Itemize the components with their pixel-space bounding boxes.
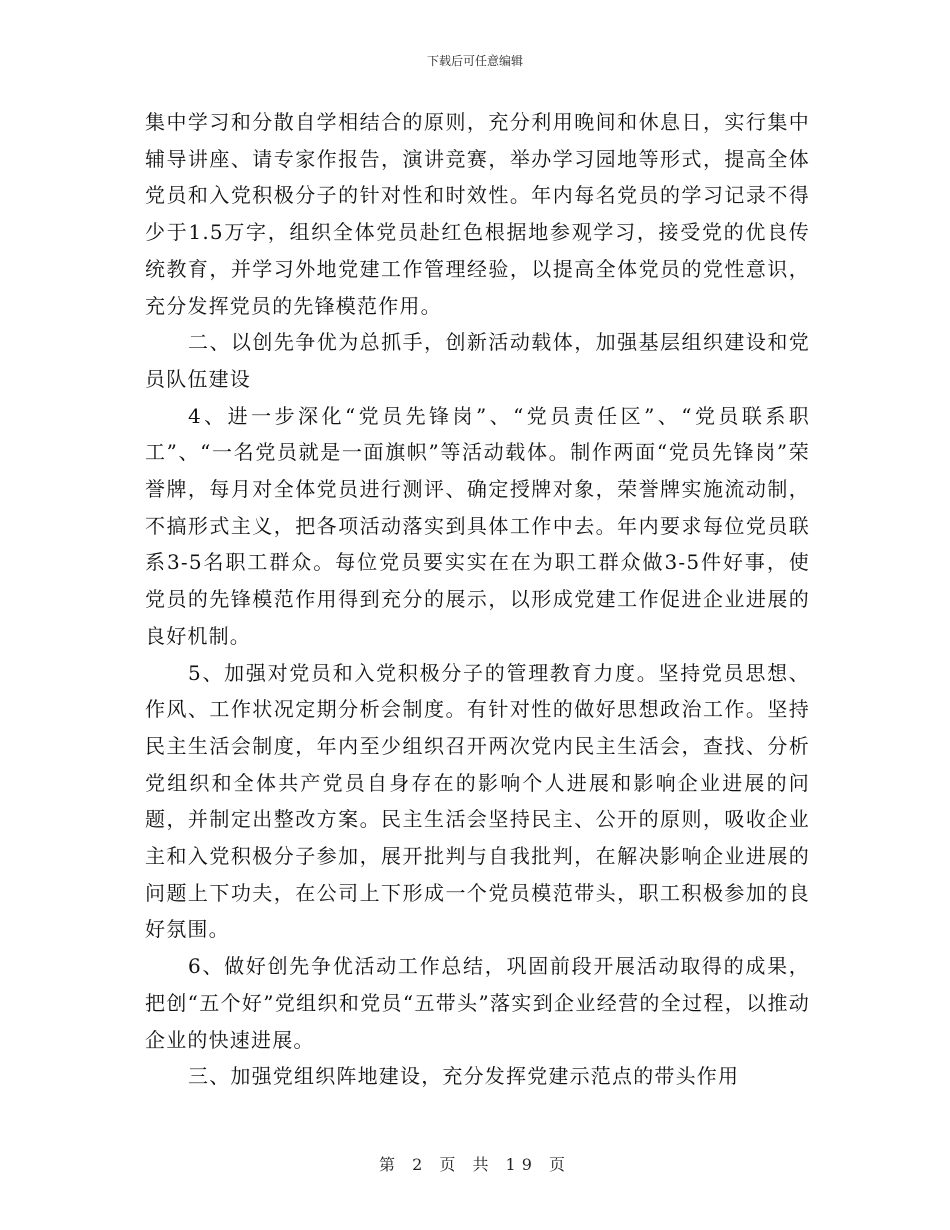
- page-number-footer: 第 2 页 共 19 页: [379, 1155, 571, 1174]
- section-heading-2: 二、以创先争优为总抓手，创新活动载体，加强基层组织建设和党员队伍建设: [145, 330, 810, 391]
- paragraph-continuation: 集中学习和分散自学相结合的原则，充分利用晚间和休息日，实行集中辅导讲座、请专家作报告，演讲竞赛，举办学习园地等形式，提高全体党员和入党积极分子的针对性和时效性。年内每名党员的学习记录不得少于1.5万字，组织全体党员赴红色根据地参观学习，接受党的优良传统教育，并学习外地党建工作管理经验，以提高全体党员的党性意识，充分发挥党员的先锋模范作用。: [145, 110, 810, 318]
- document-body: [145, 104, 810, 1095]
- section-heading-3: 三、加强党组织阵地建设，充分发挥党建示范点的带头作用: [188, 1064, 740, 1089]
- paragraph-item-6: 6、做好创先争优活动工作总结，巩固前段开展活动取得的成果，把创“五个好”党组织和党员“五带头”落实到企业经营的全过程，以推动企业的快速进展。: [145, 954, 810, 1052]
- paragraph-item-4: 4、进一步深化“党员先锋岗”、“党员责任区”、“党员联系职工”、“一名党员就是一面旗帜”等活动载体。制作两面“党员先锋岗”荣誉牌，每月对全体党员进行测评、确定授牌对象，荣誉牌实施流动制，不搞形式主义，把各项活动落实到具体工作中去。年内要求每位党员联系3-5名职工群众。每位党员要实实在在为职工群众做3-5件好事，使党员的先锋模范作用得到充分的展示，以形成党建工作促进企业进展的良好机制。: [145, 403, 810, 648]
- page-header: 下载后可任意编辑: [426, 54, 523, 68]
- paragraph-item-5: 5、加强对党员和入党积极分子的管理教育力度。坚持党员思想、作风、工作状况定期分析会制度。有针对性的做好思想政治工作。坚持民主生活会制度，年内至少组织召开两次党内民主生活会，查找、分析党组织和全体共产党员自身存在的影响个人进展和影响企业进展的问题，并制定出整改方案。民主生活会坚持民主、公开的原则，吸收企业主和入党积极分子参加，展开批判与自我批判，在解决影响企业进展的问题上下功夫，在公司上下形成一个党员模范带头，职工积极参加的良好氛围。: [145, 660, 810, 942]
